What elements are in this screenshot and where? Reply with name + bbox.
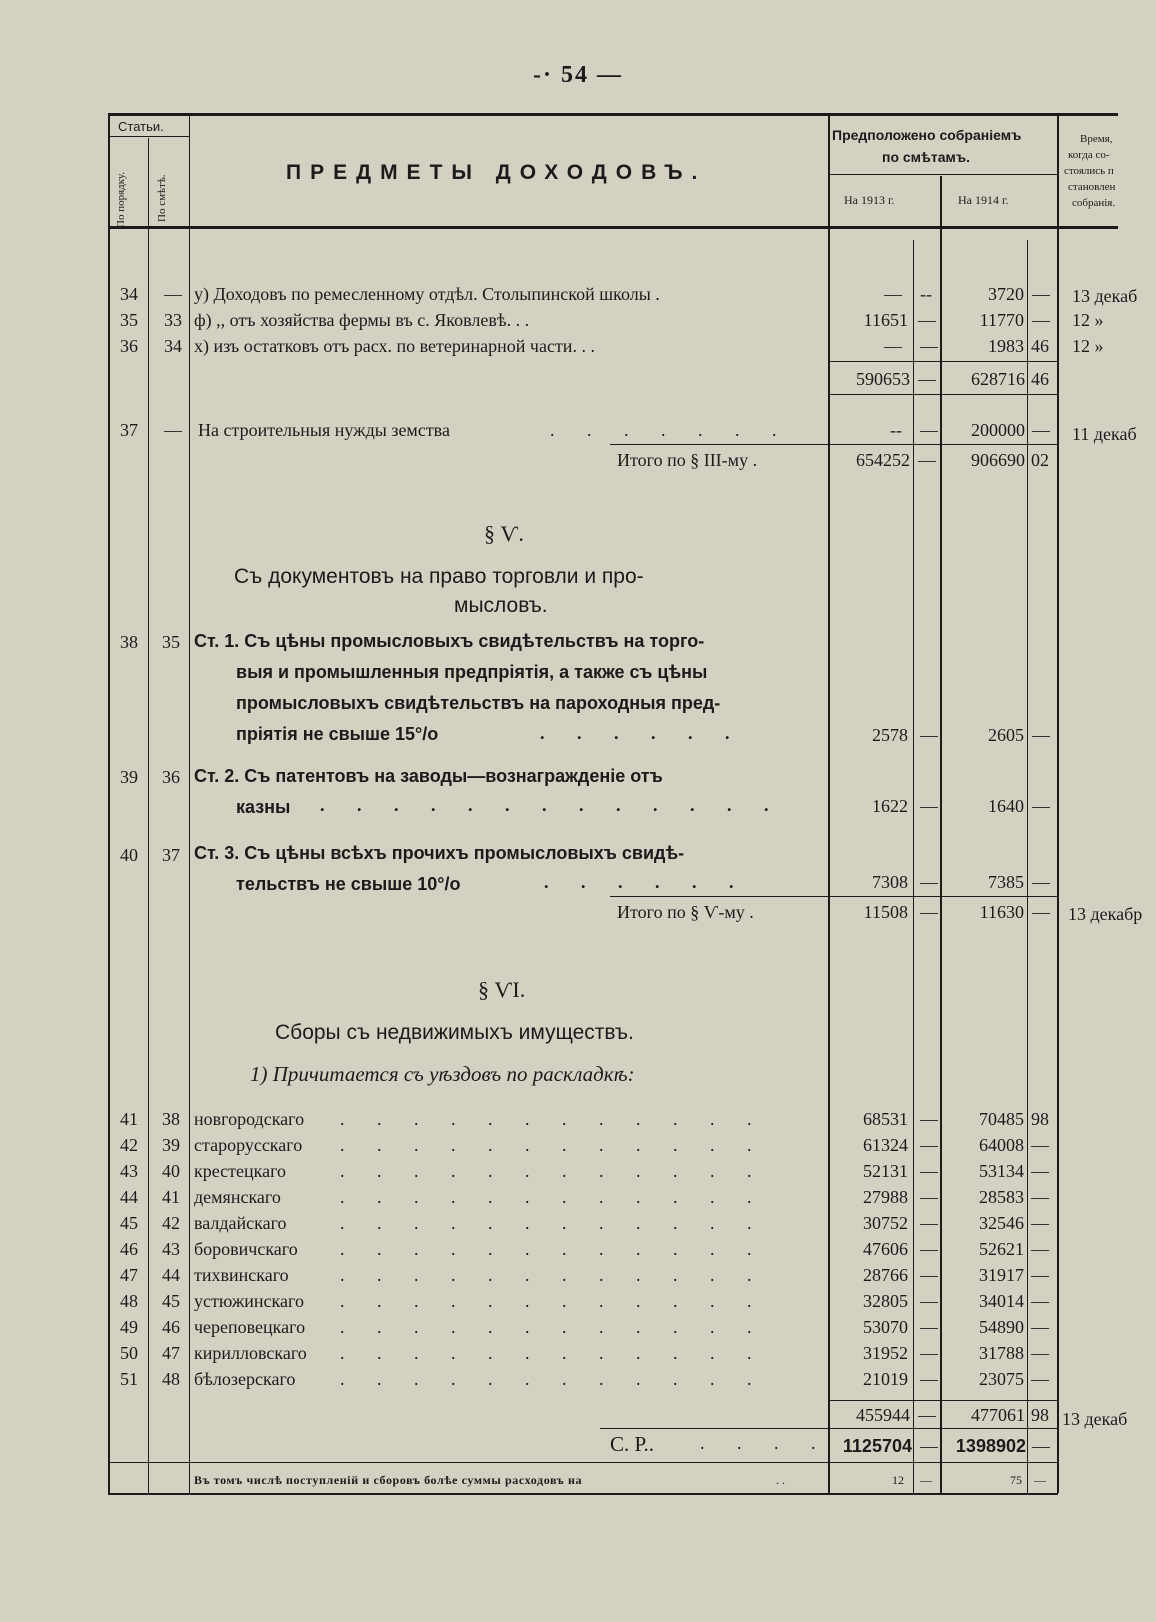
- uezd-row-leader: . . . . . . . . . . . .: [340, 1187, 766, 1207]
- row-35-s: 33: [164, 310, 182, 330]
- col-line-n: [148, 138, 149, 1493]
- uezd-row-leader: . . . . . . . . . . . .: [340, 1109, 766, 1129]
- footnote-k14: —: [1034, 1473, 1046, 1487]
- subtotal-6-k14: 98: [1031, 1405, 1049, 1425]
- itogo-5-time: 13 декабр: [1068, 904, 1143, 924]
- row-36-k13: —: [920, 336, 938, 356]
- header-po-poryadku: По порядку.: [115, 171, 127, 228]
- row-36-k14: 46: [1031, 336, 1049, 356]
- uezd-row-name: старорусскаго: [194, 1135, 303, 1155]
- uezd-row-k14: —: [1031, 1265, 1049, 1285]
- row-38-k14: —: [1032, 725, 1050, 745]
- row-38-line-1: Ст. 1. Съ цѣны промысловыхъ свидѣтельствъ на торго-: [194, 631, 705, 651]
- uezd-row-k14: 98: [1031, 1109, 1049, 1129]
- col-line-13k: [913, 240, 914, 1493]
- uezd-row-k13: —: [920, 1187, 938, 1207]
- footnote-text: Въ томъ числѣ поступленій и сборовъ болѣе суммы расходовъ на: [194, 1473, 583, 1487]
- uezd-row-v13: 47606: [863, 1239, 908, 1259]
- uezd-row-v14: 28583: [979, 1187, 1024, 1207]
- page-number: -· 54 —: [533, 62, 623, 88]
- uezd-row-v13: 68531: [863, 1109, 908, 1129]
- uezd-row-n: 43: [120, 1161, 138, 1181]
- row-37-time: 11 декаб: [1072, 424, 1137, 444]
- uezd-row-k13: —: [920, 1291, 938, 1311]
- itogo-3-rule: [610, 444, 1058, 445]
- row-40-line-2: тельствъ не свыше 10°/о: [236, 874, 461, 894]
- row-37-s: —: [164, 420, 182, 440]
- uezd-row-n: 49: [120, 1317, 138, 1337]
- uezd-row-k14: —: [1031, 1291, 1049, 1311]
- row-39-k13: —: [920, 796, 938, 816]
- header-vremya-1: Время,: [1080, 133, 1113, 145]
- header-1913: На 1913 г.: [844, 193, 895, 207]
- section-5-title-2: мысловъ.: [454, 594, 548, 617]
- row-40-s: 37: [162, 845, 180, 865]
- uezd-row-v14: 23075: [979, 1369, 1024, 1389]
- uezd-row-v13: 32805: [863, 1291, 908, 1311]
- uezd-row-n: 42: [120, 1135, 138, 1155]
- row-40-leader: . . . . . .: [544, 872, 748, 892]
- uezd-row-s: 39: [162, 1135, 180, 1155]
- row-35-v14: 11770: [979, 310, 1024, 330]
- uezd-row-v14: 31788: [979, 1343, 1024, 1363]
- subtotal-1-v13: 590653: [856, 369, 910, 389]
- sp-rule: [600, 1428, 1058, 1429]
- sp-v14: 1398902: [955, 1436, 1026, 1456]
- row-40-n: 40: [120, 845, 138, 865]
- top-rule: [108, 113, 1118, 116]
- uezd-row-v14: 32546: [979, 1213, 1024, 1233]
- row-34-s: —: [164, 284, 182, 304]
- row-39-v13: 1622: [872, 796, 908, 816]
- uezd-row-v13: 28766: [863, 1265, 908, 1285]
- row-35-v13: 11651: [863, 310, 908, 330]
- subtotal-1-rule-bottom: [828, 394, 1058, 395]
- row-36-text: х) изъ остатковъ отъ расх. по ветеринарной части. . .: [194, 336, 595, 356]
- header-stati: Статьи.: [118, 119, 164, 134]
- header-1914: На 1914 г.: [958, 193, 1009, 207]
- uezd-row-k13: —: [920, 1343, 938, 1363]
- header-bottom-rule: [108, 226, 1118, 229]
- row-38-n: 38: [120, 632, 138, 652]
- uezd-row-s: 48: [162, 1369, 180, 1389]
- uezd-row-leader: . . . . . . . . . . . .: [340, 1213, 766, 1233]
- uezd-row-s: 44: [162, 1265, 180, 1285]
- uezd-row-v13: 53070: [863, 1317, 908, 1337]
- row-34-k13: --: [920, 284, 932, 304]
- itogo-3-v14: 906690: [971, 450, 1025, 470]
- uezd-row-k14: —: [1031, 1239, 1049, 1259]
- row-37-k13: —: [920, 420, 938, 440]
- header-vremya-4: становлен: [1068, 181, 1116, 193]
- uezd-row-v13: 61324: [863, 1135, 908, 1155]
- section-5-sign: § Ѵ.: [484, 521, 524, 546]
- col-line-s: [189, 113, 190, 1493]
- uezd-row-s: 38: [162, 1109, 180, 1129]
- row-34-v13: —: [884, 284, 902, 304]
- subtotal-6-rule: [828, 1400, 1058, 1401]
- uezd-row-n: 48: [120, 1291, 138, 1311]
- itogo-5-v13: 11508: [863, 902, 908, 922]
- row-34-v14: 3720: [988, 284, 1024, 304]
- row-38-k13: —: [920, 725, 938, 745]
- footnote-k13: —: [920, 1473, 932, 1487]
- row-37-v14: 200000: [971, 420, 1025, 440]
- uezd-row-s: 43: [162, 1239, 180, 1259]
- bottom-rule: [108, 1493, 1058, 1495]
- uezd-row-k13: —: [920, 1239, 938, 1259]
- header-title: ПРЕДМЕТЫ ДОХОДОВЪ.: [286, 161, 707, 184]
- header-vremya-3: стоялись п: [1064, 165, 1114, 177]
- uezd-row-v14: 54890: [979, 1317, 1024, 1337]
- sp-leader: . . . .: [700, 1433, 830, 1453]
- section-6-sign: § ѴІ.: [478, 977, 526, 1002]
- section-5-title-1: Съ документовъ на право торговли и про-: [234, 565, 644, 588]
- itogo-3-k13: —: [918, 450, 936, 470]
- uezd-row-leader: . . . . . . . . . . . .: [340, 1369, 766, 1389]
- col-line-time: [1057, 113, 1059, 1493]
- subtotal-1-rule: [828, 361, 1058, 362]
- row-40-k14: —: [1032, 872, 1050, 892]
- subtotal-6-time: 13 декаб: [1062, 1409, 1128, 1429]
- row-36-v14: 1983: [988, 336, 1024, 356]
- uezd-row-v13: 21019: [863, 1369, 908, 1389]
- subtotal-1-v14: 628716: [971, 369, 1025, 389]
- col-line-left: [108, 113, 110, 1493]
- col-line-13: [828, 113, 830, 1493]
- uezd-row-name: валдайскаго: [194, 1213, 287, 1233]
- uezd-row-name: череповецкаго: [194, 1317, 306, 1337]
- uezd-row-k14: —: [1031, 1343, 1049, 1363]
- row-34-k14: —: [1032, 284, 1050, 304]
- sp-label: С. Р..: [610, 1432, 655, 1456]
- uezd-row-name: бѣлозерскаго: [194, 1369, 296, 1389]
- footnote-leader: . .: [776, 1473, 785, 1487]
- row-38-v13: 2578: [872, 725, 908, 745]
- uezd-row-k14: —: [1031, 1213, 1049, 1233]
- section-6-title: Сборы съ недвижимыхъ имуществъ.: [275, 1021, 634, 1044]
- itogo-5-v14: 11630: [979, 902, 1024, 922]
- uezd-row-s: 46: [162, 1317, 180, 1337]
- uezd-row-k13: —: [920, 1109, 938, 1129]
- row-38-s: 35: [162, 632, 180, 652]
- section-6-subtitle: 1) Причитается съ уѣздовъ по раскладкѣ:: [250, 1062, 635, 1086]
- uezd-row-leader: . . . . . . . . . . . .: [340, 1291, 766, 1311]
- row-35-text: ф) ,, отъ хозяйства фермы въ с. Яковлевѣ. . .: [194, 310, 530, 330]
- header-vremya-5: собранія.: [1072, 197, 1116, 209]
- row-35-time: 12 »: [1072, 310, 1104, 330]
- row-39-k14: —: [1032, 796, 1050, 816]
- row-34-time: 13 декаб: [1072, 286, 1138, 306]
- row-40-k13: —: [920, 872, 938, 892]
- predpolozheno-rule: [828, 174, 1058, 175]
- uezd-row-s: 42: [162, 1213, 180, 1233]
- uezd-row-n: 44: [120, 1187, 138, 1207]
- footnote-rule: [108, 1462, 1058, 1463]
- uezd-row-k14: —: [1031, 1161, 1049, 1181]
- row-36-n: 36: [120, 336, 138, 356]
- subtotal-1-k14: 46: [1031, 369, 1049, 389]
- header-predpolozheno-1: Предположено собраніемъ: [832, 127, 1022, 143]
- col-line-14: [940, 176, 942, 1493]
- row-39-v14: 1640: [988, 796, 1024, 816]
- subtotal-6-k13: —: [918, 1405, 936, 1425]
- row-37-k14: —: [1032, 420, 1050, 440]
- uezd-row-name: новгородскаго: [194, 1109, 305, 1129]
- row-39-leader: . . . . . . . . . . . . .: [320, 795, 783, 815]
- uezd-row-s: 47: [162, 1343, 180, 1363]
- uezd-row-s: 45: [162, 1291, 180, 1311]
- itogo-5-rule: [610, 896, 1058, 897]
- row-39-line-1: Ст. 2. Съ патентовъ на заводы—вознагражденіе отъ: [194, 766, 663, 786]
- uezd-row-k14: —: [1031, 1187, 1049, 1207]
- row-38-v14: 2605: [988, 725, 1024, 745]
- itogo-5-k14: —: [1032, 902, 1050, 922]
- uezd-row-k13: —: [920, 1161, 938, 1181]
- uezd-row-leader: . . . . . . . . . . . .: [340, 1265, 766, 1285]
- row-40-v13: 7308: [872, 872, 908, 892]
- row-39-n: 39: [120, 767, 138, 787]
- uezd-row-name: крестецкаго: [194, 1161, 287, 1181]
- uezd-row-k13: —: [920, 1317, 938, 1337]
- uezd-row-v14: 31917: [979, 1265, 1024, 1285]
- uezd-row-n: 46: [120, 1239, 138, 1259]
- uezd-row-s: 41: [162, 1187, 180, 1207]
- uezd-row-k13: —: [920, 1213, 938, 1233]
- row-36-v13: —: [884, 336, 902, 356]
- row-38-leader: . . . . . .: [540, 723, 744, 743]
- row-37-leader: . . . . . . .: [550, 420, 791, 440]
- uezd-row-name: демянскаго: [194, 1187, 281, 1207]
- uezd-row-leader: . . . . . . . . . . . .: [340, 1239, 766, 1259]
- sp-k13: —: [920, 1436, 938, 1456]
- row-36-s: 34: [164, 336, 182, 356]
- uezd-row-leader: . . . . . . . . . . . .: [340, 1317, 766, 1337]
- row-40-v14: 7385: [988, 872, 1024, 892]
- subtotal-6-v14: 477061: [971, 1405, 1025, 1425]
- uezd-row-v13: 30752: [863, 1213, 908, 1233]
- row-34-n: 34: [120, 284, 138, 304]
- row-35-n: 35: [120, 310, 138, 330]
- uezd-row-v14: 34014: [979, 1291, 1024, 1311]
- header-po-smete: По смѣтѣ.: [156, 174, 168, 222]
- row-39-line-2: казны: [236, 797, 291, 817]
- uezd-row-name: устюжинскаго: [194, 1291, 304, 1311]
- stati-rule: [108, 136, 190, 137]
- sp-k14: —: [1032, 1436, 1050, 1456]
- uezd-row-name: боровичскаго: [194, 1239, 298, 1259]
- footnote-v14: 75: [1010, 1473, 1022, 1487]
- uezd-row-n: 45: [120, 1213, 138, 1233]
- uezd-row-leader: . . . . . . . . . . . .: [340, 1135, 766, 1155]
- uezd-row-n: 47: [120, 1265, 138, 1285]
- uezd-row-n: 51: [120, 1369, 138, 1389]
- uezd-row-n: 50: [120, 1343, 138, 1363]
- footnote-v13: 12: [892, 1473, 904, 1487]
- row-39-s: 36: [162, 767, 180, 787]
- itogo-5-k13: —: [920, 902, 938, 922]
- uezd-row-v13: 52131: [863, 1161, 908, 1181]
- sp-v13: 1125704: [842, 1436, 912, 1456]
- row-37-v13: --: [890, 420, 902, 440]
- uezd-row-k14: —: [1031, 1135, 1049, 1155]
- header-vremya-2: когда со-: [1068, 149, 1110, 161]
- uezd-row-v14: 52621: [979, 1239, 1024, 1259]
- subtotal-1-k13: —: [918, 369, 936, 389]
- row-37-text: На строительныя нужды земства: [198, 420, 450, 440]
- row-34-text: у) Доходовъ по ремесленному отдѣл. Столыпинской школы .: [194, 284, 660, 304]
- itogo-3-label: Итого по § III-му .: [617, 450, 758, 470]
- uezd-row-v14: 64008: [979, 1135, 1024, 1155]
- itogo-3-k14: 02: [1031, 450, 1049, 470]
- row-36-time: 12 »: [1072, 336, 1104, 356]
- row-35-k14: —: [1032, 310, 1050, 330]
- header-predpolozheno-2: по смѣтамъ.: [882, 149, 970, 165]
- uezd-row-v13: 31952: [863, 1343, 908, 1363]
- row-38-line-3: промысловыхъ свидѣтельствъ на пароходныя пред-: [236, 693, 721, 713]
- row-35-k13: —: [918, 310, 936, 330]
- uezd-row-k14: —: [1031, 1369, 1049, 1389]
- uezd-row-n: 41: [120, 1109, 138, 1129]
- row-37-n: 37: [120, 420, 138, 440]
- itogo-5-label: Итого по § Ѵ-му .: [617, 902, 754, 922]
- uezd-row-k14: —: [1031, 1317, 1049, 1337]
- subtotal-6-v13: 455944: [856, 1405, 910, 1425]
- uezd-row-v14: 70485: [979, 1109, 1024, 1129]
- uezd-row-k13: —: [920, 1135, 938, 1155]
- row-40-line-1: Ст. 3. Съ цѣны всѣхъ прочихъ промысловыхъ свидѣ-: [194, 843, 685, 863]
- uezd-row-v13: 27988: [863, 1187, 908, 1207]
- uezd-row-leader: . . . . . . . . . . . .: [340, 1161, 766, 1181]
- uezd-row-k13: —: [920, 1265, 938, 1285]
- uezd-row-k13: —: [920, 1369, 938, 1389]
- row-38-line-2: выя и промышленныя предпріятія, а также съ цѣны: [236, 662, 708, 682]
- uezd-row-s: 40: [162, 1161, 180, 1181]
- itogo-3-v13: 654252: [856, 450, 910, 470]
- uezd-row-v14: 53134: [979, 1161, 1024, 1181]
- uezd-row-name: кирилловскаго: [194, 1343, 307, 1363]
- col-line-14k: [1027, 240, 1028, 1493]
- uezd-row-leader: . . . . . . . . . . . .: [340, 1343, 766, 1363]
- uezd-row-name: тихвинскаго: [194, 1265, 289, 1285]
- row-38-line-4: пріятія не свыше 15°/о: [236, 724, 439, 744]
